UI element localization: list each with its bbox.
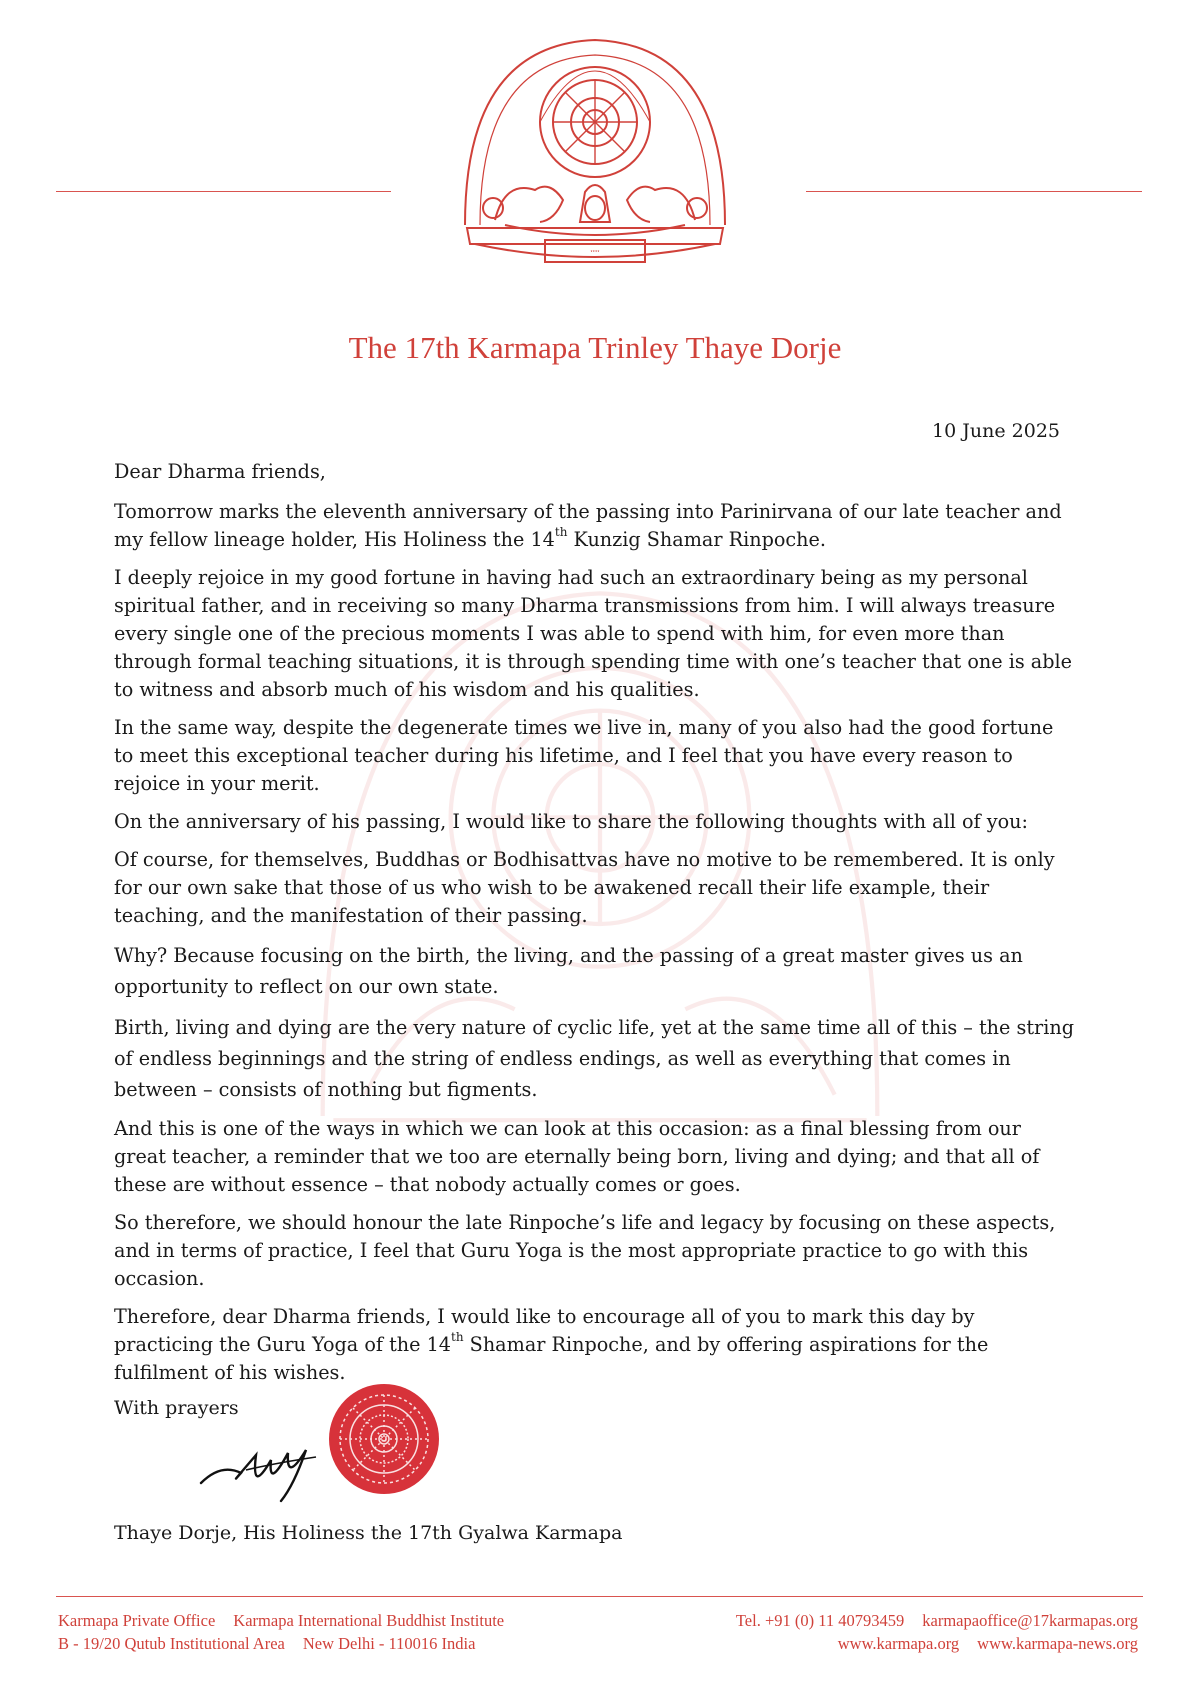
red-seal-icon	[328, 1383, 440, 1495]
footer-rule	[56, 1596, 1143, 1597]
paragraph-1	[114, 498, 1074, 554]
paragraph-10-text: Therefore, dear Dharma friends, I would like to encourage all of you to mark this day by practicing the Guru Yoga of the 14	[114, 1305, 975, 1356]
footer-left	[58, 1609, 504, 1655]
karmapa-emblem-icon	[445, 30, 745, 280]
paragraph-4: On the anniversary of his passing, I would like to share the following thoughts with all of you:	[114, 810, 1028, 833]
paragraph-7: Birth, living and dying are the very nature of cyclic life, yet at the same time all of this – the string of endless beginnings and the string of endless endings, as well as everything that comes in between – consists of nothing but figments.	[114, 1016, 1075, 1101]
footer-institute: Karmapa International Buddhist Institute	[233, 1611, 505, 1630]
svg-text:་་་་: ་་་་	[590, 248, 600, 261]
footer-website-1[interactable]: www.karmapa.org	[837, 1634, 960, 1653]
closing: With prayers	[114, 1397, 239, 1419]
paragraph-10	[114, 1303, 1074, 1387]
paragraph-1-text: Tomorrow marks the eleventh anniversary of the passing into Parinirvana of our late teacher and my fellow lineage holder, His Holiness the 14	[114, 500, 1062, 551]
ordinal-suffix: th	[554, 525, 568, 539]
footer-office: Karmapa Private Office	[58, 1611, 216, 1630]
footer-city: New Delhi - 110016 India	[302, 1634, 476, 1653]
paragraph-5: Of course, for themselves, Buddhas or Bodhisattvas have no motive to be remembered. It is only for our own sake that those of us who wish to be awakened recall their life example, their teaching, and the manifestation of their passing.	[114, 848, 1055, 927]
paragraph-10-text-end: Shamar Rinpoche, and by offering aspirations for the fulfilment of his wishes.	[114, 1333, 989, 1384]
paragraph-3: In the same way, despite the degenerate times we live in, many of you also had the good fortune to meet this exceptional teacher during his lifetime, and I feel that you have every reason to rejoice in your merit.	[114, 716, 1054, 795]
letter-date: 10 June 2025	[932, 420, 1060, 442]
header-rule-left	[56, 191, 391, 192]
paragraph-6: Why? Because focusing on the birth, the living, and the passing of a great master gives us an opportunity to reflect on our own state.	[114, 944, 1023, 998]
header-rule-right	[806, 191, 1142, 192]
footer-website-2[interactable]: www.karmapa-news.org	[977, 1634, 1138, 1653]
letter-body	[114, 458, 1074, 1397]
footer-right	[736, 1609, 1138, 1655]
page-title: The 17th Karmapa Trinley Thaye Dorje	[348, 330, 842, 365]
footer-email[interactable]: karmapaoffice@17karmapas.org	[922, 1611, 1138, 1630]
paragraph-8: And this is one of the ways in which we can look at this occasion: as a final blessing from our great teacher, a reminder that we too are eternally being born, living and dying; and that all of these are without essence – that nobody actually comes or goes.	[114, 1117, 1040, 1196]
footer-phone: Tel. +91 (0) 11 40793459	[735, 1611, 905, 1630]
ordinal-suffix: th	[451, 1330, 464, 1344]
salutation: Dear Dharma friends,	[114, 460, 326, 483]
paragraph-9: So therefore, we should honour the late Rinpoche’s life and legacy by focusing on these aspects, and in terms of practice, I feel that Guru Yoga is the most appropriate practice to go with this occasion.	[114, 1211, 1056, 1290]
handwritten-signature-icon	[196, 1435, 326, 1507]
paragraph-2: I deeply rejoice in my good fortune in having had such an extraordinary being as my personal spiritual father, and in receiving so many Dharma transmissions from him. I will always treasure every single one of the precious moments I was able to spend with him, for even more than through formal teaching situations, it is through spending time with one’s teacher that one is able to witness and absorb much of his wisdom and his qualities.	[114, 566, 1073, 701]
signoff: Thaye Dorje, His Holiness the 17th Gyalwa Karmapa	[114, 1522, 623, 1544]
footer-address: B - 19/20 Qutub Institutional Area	[58, 1634, 285, 1653]
paragraph-1-text-end: Kunzig Shamar Rinpoche.	[567, 528, 826, 551]
